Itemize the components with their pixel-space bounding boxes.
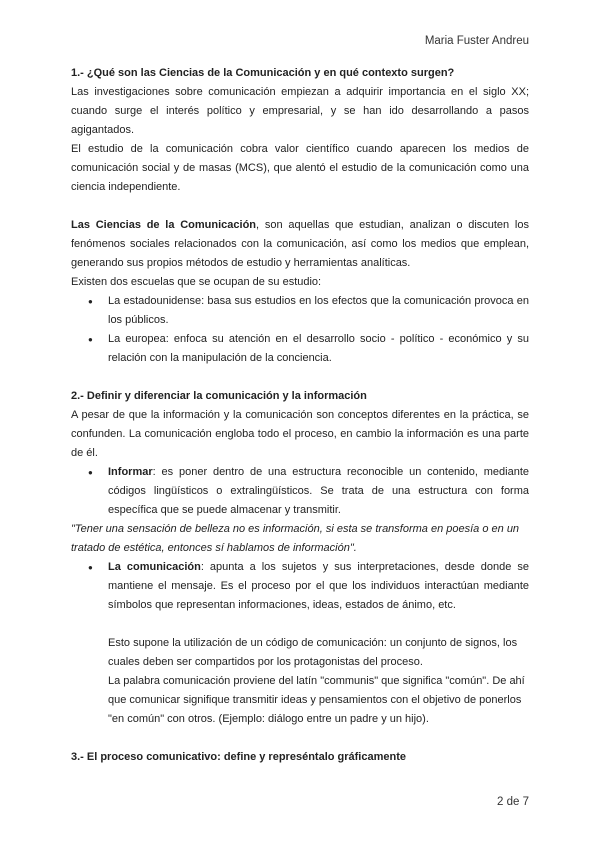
schools-list [71, 292, 529, 368]
header-author: Maria Fuster Andreu [424, 35, 529, 47]
section3-heading: 3.- El proceso comunicativo: define y represéntalo gráficamente [71, 751, 406, 763]
section1-term: Las Ciencias de la Comunicación [71, 219, 257, 231]
comunicacion-definition: : apunta a los sujetos y sus interpretaciones, desde donde se mantiene el mensaje. Es el proceso por el que los individuos interactúan mediante símbolos que representan informaciones, ideas, estados de ánimo, etc. [108, 561, 529, 611]
section2-paragraph-2: Esto supone la utilización de un código de comunicación: un conjunto de signos, los cuales deben ser compartidos por los protagonistas del proceso. [108, 637, 518, 668]
section2-heading: 2.- Definir y diferenciar la comunicación y la información [71, 390, 367, 402]
section1-heading: 1.- ¿Qué son las Ciencias de la Comunicación y en qué contexto surgen? [71, 67, 455, 79]
comunicacion-list [71, 558, 529, 615]
quote: "Tener una sensación de belleza no es información, si esta se transforma en poesía o en un tratado de estética, entonces sí hablamos de información". [71, 523, 520, 554]
section1-paragraph-4: Existen dos escuelas que se ocupan de su estudio: [71, 276, 322, 288]
informar-list [71, 463, 529, 520]
page-number: 2 de 7 [497, 796, 529, 808]
section1-paragraph-3 [71, 216, 529, 273]
section2-paragraph-1: A pesar de que la información y la comunicación son conceptos diferentes en la práctica, se confunden. La comunicación engloba todo el proceso, en cambio la información es una parte de él. [71, 409, 529, 459]
comunicacion-term: La comunicación [108, 561, 201, 573]
list-item: ● La estadounidense: basa sus estudios en los efectos que la comunicación provoca en los públicos. [108, 292, 529, 330]
section1-paragraph-1: Las investigaciones sobre comunicación empiezan a adquirir importancia en el siglo XX; cuando surge el interés político y empresarial, y se han ido desarrollando a pasos agigantados. [71, 86, 529, 136]
list-item [108, 463, 529, 520]
informar-term: Informar [108, 466, 153, 478]
section1-paragraph-2: El estudio de la comunicación cobra valor científico cuando aparecen los medios de comunicación social y de masas (MCS), que alentó el estudio de la comunicación como una ciencia independiente. [71, 143, 529, 193]
section2-paragraph-3: La palabra comunicación proviene del latín "communis" que significa "común". De ahí que comunicar signifique transmitir ideas y pensamientos con el objetivo de ponerlos "en común" con otros. (Ejemplo: diálogo entre un padre y un hijo). [108, 675, 525, 725]
list-item [108, 558, 529, 615]
informar-definition: : es poner dentro de una estructura reconocible un contenido, mediante códigos lingüísticos o extralingüísticos. Se trata de una estructura con forma específica que se puede almacenar y transmitir. [108, 466, 529, 516]
list-item: ● La europea: enfoca su atención en el desarrollo socio - político - económico y su relación con la manipulación de la conciencia. [108, 330, 529, 368]
section1-definition: , son aquellas que estudian, analizan o discuten los fenómenos sociales relacionados con la comunicación, así como los medios que emplean, generando sus propios métodos de estudio y herramientas analíticas. [71, 219, 529, 269]
page-content [71, 64, 529, 767]
